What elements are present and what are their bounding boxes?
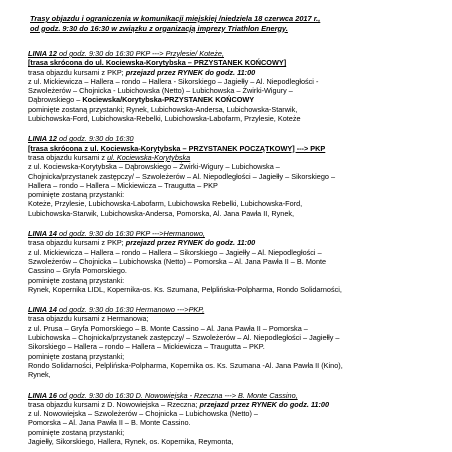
skipped-stops: pominięte zostaną przystanki; Rynek, Lubichowska-Andersa, Lubichowska-Starwik,	[28, 104, 298, 114]
skipped-stops-label: pominięte zostaną przystanki;	[28, 427, 125, 437]
section-title: LINIA 12 od godz. 9:30 do 16:30	[28, 134, 134, 144]
route-line: z ul. Mickiewicza – Hallera – rondo – Hallera – Sikorskiego – Jagiełły – Al. Niepodległości –	[28, 247, 322, 257]
section-title: LINIA 12 od godz. 9:30 do 16:30 PKP ---> Przylesie/ Koteże,	[28, 49, 224, 58]
header-line-1: Trasy objazdu i ograniczenia w komunikacji miejskiej /niedziela 18 czerwca 2017 r.,	[30, 14, 321, 23]
route-note: [trasa skrócona z ul. Kociewska-Korytybska – PRZYSTANEK POCZĄTKOWY] ---> PKP	[28, 143, 326, 153]
route-line: z ul. Mickiewicza – Hallera – rondo – Hallera - Sikorskiego – Jagiełły – Al. Niepodległości -	[28, 76, 319, 86]
header-line-2: od godz. 9:30 do 16:30 w związku z organizacją imprezy Triathlon Energy.	[30, 23, 288, 33]
route-note: [trasa skrócona do ul. Kociewska-Korytybska – PRZYSTANEK KOŃCOWY]	[28, 58, 287, 68]
section-linia-14-a	[28, 229, 442, 294]
skipped-stops-label: pominięte zostaną przystanki:	[28, 275, 125, 285]
section-title: LINIA 14 od godz. 9:30 do 16:30 Hermanowo --->PKP,	[28, 305, 205, 315]
section-linia-12-b	[28, 134, 442, 218]
skipped-stops: Jagiełły, Sikorskiego, Hallera, Rynek, os. Kopernika, Reymonta,	[28, 436, 234, 446]
skipped-stops: Rynek, Kopernika LIDL, Kopernika-os. Ks. Szumana, Pelplińska-Polpharma, Rondo Solidarności,	[28, 284, 342, 294]
route-intro: trasa objazdu kursami z ul. Kociewska-Korytybska	[28, 152, 191, 162]
route-line: Hallera – rondo – Hallera – Mickiewicza – Traugutta – PKP	[28, 180, 218, 190]
skipped-stops-label: pominięte zostaną przystanki:	[28, 190, 125, 200]
skipped-stops-label: pominięte zostaną przystanki;	[28, 351, 125, 361]
route-intro: trasa objazdu kursami z D. Nowowiejska – Rzeczna; przejazd przez RYNEK do godz. 11:00	[28, 399, 330, 409]
route-intro: trasa objazdu kursami z Hermanowa;	[28, 314, 149, 324]
route-line: z ul. Nowowiejska – Szwoleżerów – Chojnicka – Lubichowska (Netto) –	[28, 409, 258, 419]
skipped-stops: Kotеże, Przylesie, Lubichowska-Labofarm, Lubichowska Rebelki, Lubichowska-Ford,	[28, 199, 303, 209]
route-line: Szwoleżerów – Chojnicka - Lubichowska (Netto) – Lubichowska – Żwirki-Wigury –	[28, 86, 293, 96]
section-linia-12-a	[28, 49, 442, 123]
document-header	[30, 14, 442, 33]
route-line: z ul. Prusa – Gryfa Pomorskiego – B. Monte Cassino – Al. Jana Pawła II – Pomorska –	[28, 323, 308, 333]
route-line: Szwoleżerów – Chojnicka – Lubichowska (Netto) – Pomorska – Al. Jana Pawła II – B. Monte	[28, 256, 327, 266]
route-line: Lubichowska – Chojnicka/przystanek zastępczy/ – Szwoleżerów – Al. Niepodległości – Jagiełły –	[28, 333, 340, 343]
section-title: LINIA 16 od godz. 9:30 do 16:30 D. Nowowiejska - Rzeczna ---> B. Monte Cassino,	[28, 390, 298, 400]
route-intro: trasa objazdu kursami z PKP; przejazd przez RYNEK do godz. 11:00	[28, 238, 256, 248]
section-title: LINIA 14 od godz. 9:30 do 16:30 PKP --->Hermanowo,	[28, 229, 205, 239]
route-line: z ul. Kociewska-Korytybska – Dąbrowskiego – Żwirki-Wigury – Lubichowska –	[28, 162, 280, 172]
section-linia-14-b	[28, 305, 442, 379]
skipped-stops: Rondo Solidarności, Pelplińska-Polpharma, Kopernika os. Ks. Szumana -Al. Jana Pawła II (Kino),	[28, 360, 343, 370]
route-line: Dąbrowskiego – Kociewska/Korytybska-PRZYSTANEK KOŃCOWY	[28, 95, 255, 105]
skipped-stops: Lubichowska-Starwik, Lubichowska-Andersa, Pomorska, Al. Jana Pawła II, Rynek,	[28, 208, 295, 218]
route-line: Sikorskiego – Hallera – rondo – Hallera – Mickiewicza – Traugutta – PKP.	[28, 342, 265, 352]
route-line: Chojnicka/przystanek zastępczy/ – Szwoleżerów – Al. Niepodległości – Jagiełły – Sikorskiego –	[28, 171, 336, 181]
route-intro: trasa objazdu kursami z PKP; przejazd przez RYNEK do godz. 11:00	[28, 67, 256, 77]
route-line: Cassino – Gryfa Pomorskiego.	[28, 266, 127, 276]
section-linia-16	[28, 391, 442, 447]
skipped-stops: Rynek,	[28, 370, 51, 380]
skipped-stops: Lubichowska-Ford, Lubichowska-Rebelki, Lubichowska-Labofarm, Przylesie, Kotеże	[28, 114, 301, 124]
route-line: Pomorska – Al. Jana Pawła II – B. Monte Cassino.	[28, 418, 191, 428]
